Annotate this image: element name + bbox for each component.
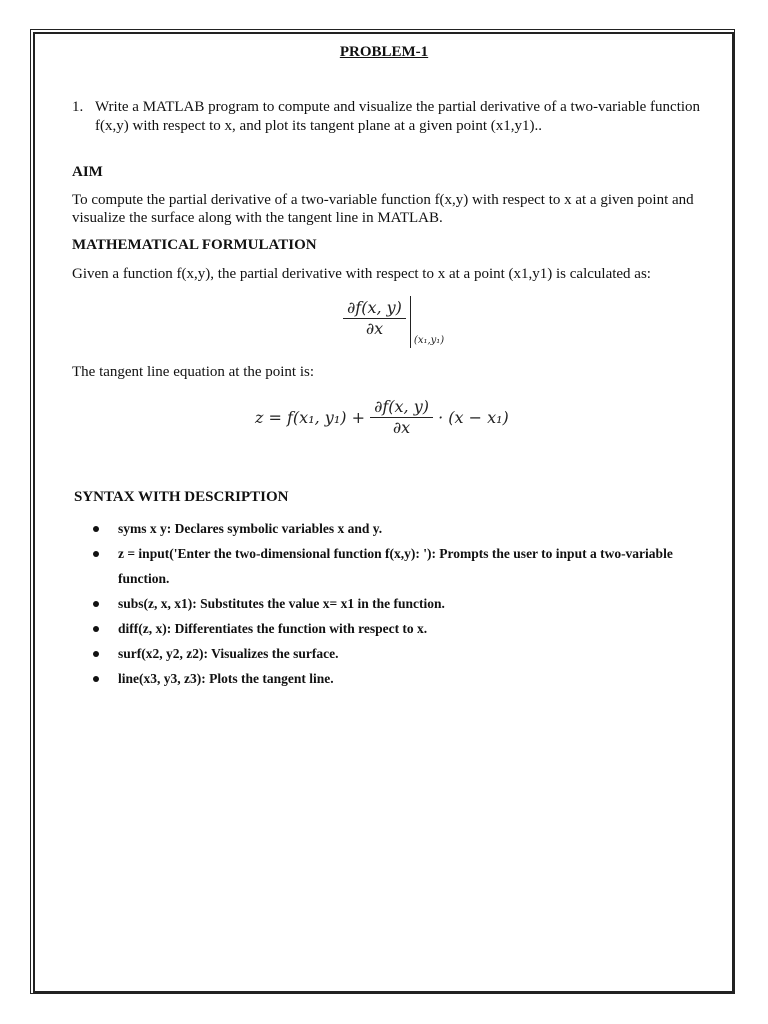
formula2-fraction — [370, 397, 433, 438]
tangent-intro: The tangent line equation at the point is: — [72, 364, 315, 380]
syntax-item — [90, 516, 710, 541]
problem-text: Write a MATLAB program to compute and visualize the partial derivative of a two-variable function f(x,y) with respect to x, and plot its tangent plane at a given point (x1,y1).. — [95, 99, 701, 134]
math-heading: MATHEMATICAL FORMULATION — [72, 237, 317, 253]
evaluation-bar — [410, 296, 411, 348]
syntax-item-text: surf(x2, y2, z2): Visualizes the surface. — [118, 646, 339, 661]
syntax-list — [90, 516, 710, 691]
syntax-item — [90, 666, 710, 691]
syntax-item — [90, 641, 710, 666]
aim-text: To compute the partial derivative of a two-variable function f(x,y) with respect to x at a given point and visualize the surface along with the tangent line in MATLAB. — [72, 192, 694, 226]
syntax-heading: SYNTAX WITH DESCRIPTION — [74, 489, 289, 505]
page-border-inner — [33, 32, 734, 993]
page-title: PROBLEM-1 — [339, 44, 429, 60]
partial-derivative-formula — [343, 292, 444, 344]
math-intro: Given a function f(x,y), the partial derivative with respect to x at a point (x1,y1) is calculated as: — [72, 266, 651, 282]
formula2-rhs: · (x − x₁) — [438, 408, 509, 427]
formula1-numerator: ∂f(x, y) — [343, 298, 406, 319]
syntax-item-text: diff(z, x): Differentiates the function with respect to x. — [118, 621, 428, 636]
syntax-item-text: subs(z, x, x1): Substitutes the value x= x1 in the function. — [118, 596, 445, 611]
formula2-denominator: ∂x — [392, 418, 411, 437]
syntax-item-text: syms x y: Declares symbolic variables x and y. — [118, 521, 383, 536]
syntax-item — [90, 541, 710, 591]
formula1-denominator: ∂x — [365, 318, 384, 338]
formula1-eval-point: (x₁,y₁) — [413, 335, 445, 346]
syntax-item — [90, 591, 710, 616]
bullet-icon — [93, 601, 99, 607]
aim-heading: AIM — [72, 164, 103, 180]
bullet-icon — [93, 651, 99, 657]
bullet-icon — [93, 551, 99, 557]
problem-number: 1. — [72, 99, 84, 115]
bullet-icon — [93, 526, 99, 532]
tangent-line-formula — [255, 397, 509, 438]
formula2-numerator: ∂f(x, y) — [370, 397, 433, 418]
syntax-item-text: z = input('Enter the two-dimensional function f(x,y): '): Prompts the user to input a two-variable function. — [118, 546, 673, 586]
formula1-fraction — [343, 298, 406, 339]
bullet-icon — [93, 626, 99, 632]
syntax-item-text: line(x3, y3, z3): Plots the tangent line. — [118, 671, 334, 686]
syntax-item — [90, 616, 710, 641]
formula2-lhs: z = f(x₁, y₁) + — [255, 408, 365, 427]
bullet-icon — [93, 676, 99, 682]
problem-statement — [72, 98, 724, 136]
